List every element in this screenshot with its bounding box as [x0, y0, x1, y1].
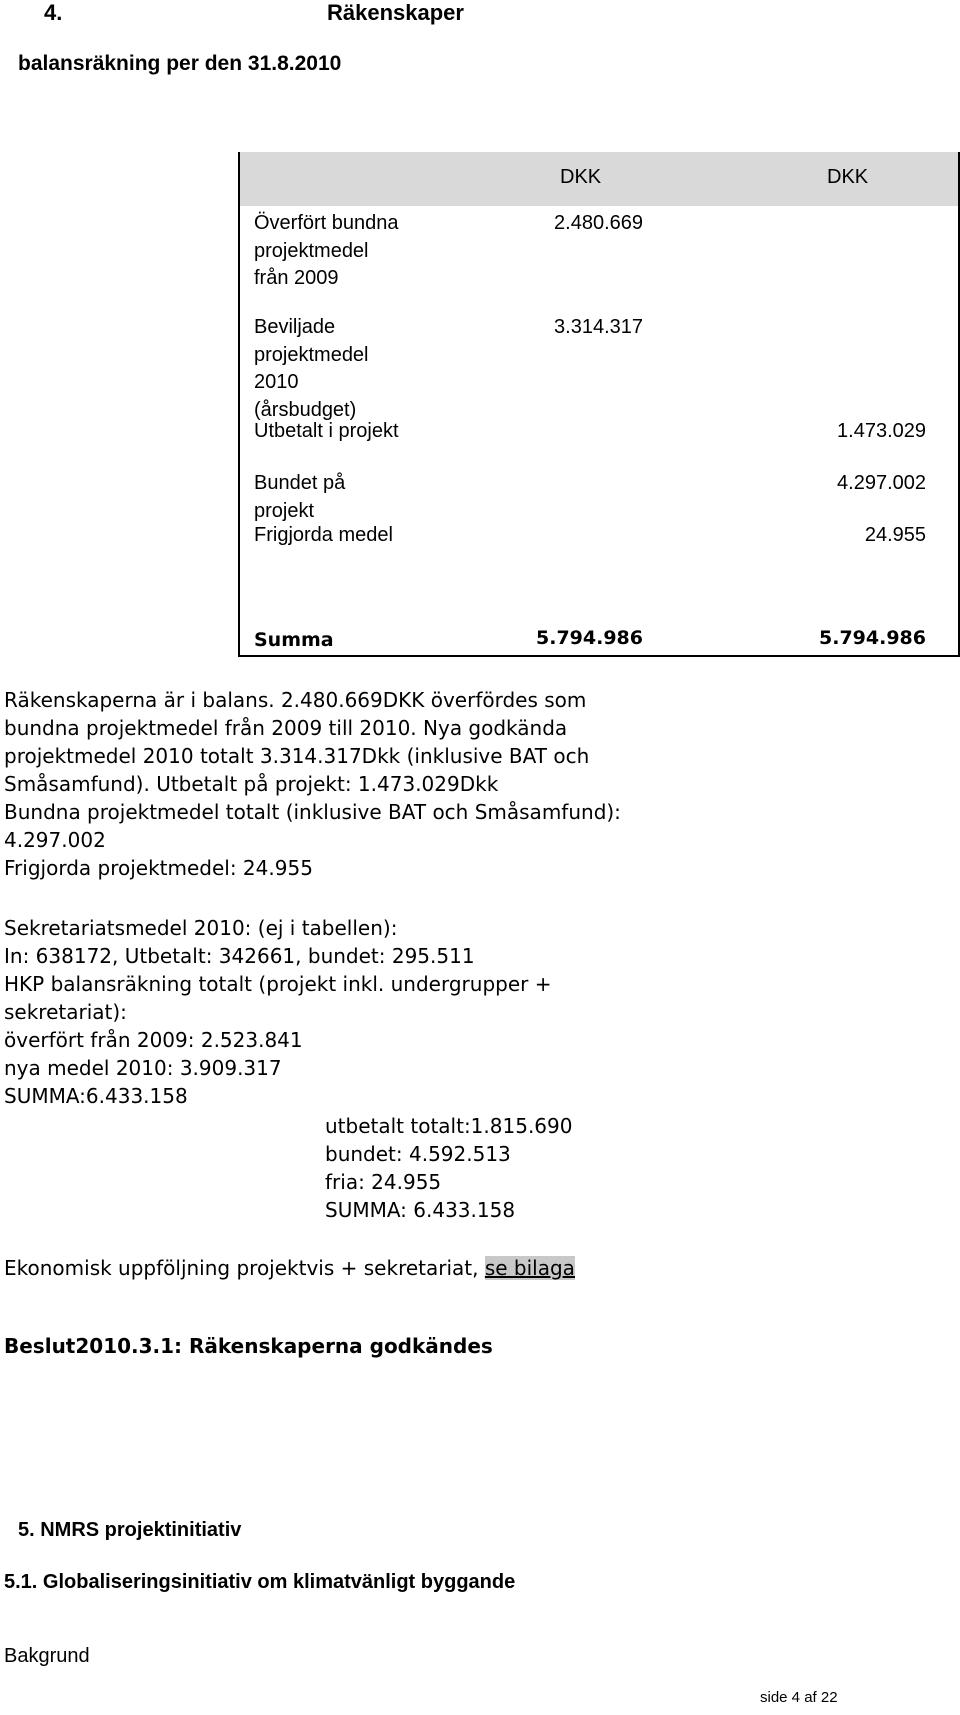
totals-line: bundet: 4.592.513 — [325, 1142, 511, 1166]
balance-subtitle: balansräkning per den 31.8.2010 — [18, 52, 342, 75]
row-value-col2: 24.955 — [864, 524, 926, 546]
paragraph-line: SUMMA:6.433.158 — [4, 1084, 188, 1108]
row-value-col1: 3.314.317 — [554, 316, 643, 338]
summary-value-col1: 5.794.986 — [536, 627, 643, 649]
row-label: Överfört bundna projektmedel från 2009 — [254, 212, 399, 289]
row-label: Bundet på projekt — [254, 472, 346, 522]
paragraph-line: sekretariat): — [4, 1000, 127, 1024]
row-value-col2: 4.297.002 — [837, 472, 926, 494]
table-header-row — [240, 152, 958, 206]
paragraph-line: Sekretariatsmedel 2010: (ej i tabellen): — [4, 916, 398, 940]
page-number: side 4 af 22 — [760, 1689, 838, 1706]
paragraph-line: HKP balansräkning totalt (projekt inkl. undergrupper + — [4, 972, 552, 996]
totals-line: utbetalt totalt:1.815.690 — [325, 1114, 573, 1138]
paragraph-line: nya medel 2010: 3.909.317 — [4, 1056, 282, 1080]
row-label: Frigjorda medel — [254, 524, 393, 546]
section-title: Räkenskaper — [327, 0, 464, 25]
summary-value-col2: 5.794.986 — [819, 627, 926, 649]
row-value-col1: 2.480.669 — [554, 212, 643, 234]
row-value-col2: 1.473.029 — [837, 420, 926, 442]
followup-line — [4, 1255, 575, 1283]
paragraph-line: Bundna projektmedel totalt (inklusive BAT och Småsamfund): — [4, 800, 621, 824]
totals-line: SUMMA: 6.433.158 — [325, 1198, 516, 1222]
attachment-link[interactable]: se bilaga — [484, 1256, 575, 1280]
decision-line: Beslut2010.3.1: Räkenskaperna godkändes — [4, 1334, 493, 1358]
background-heading: Bakgrund — [4, 1645, 90, 1667]
row-label: Beviljade projektmedel 2010 (årsbudget) — [254, 316, 369, 421]
paragraph-line: Småsamfund). Utbetalt på projekt: 1.473.029Dkk — [4, 772, 499, 796]
paragraph-line: bundna projektmedel från 2009 till 2010. Nya godkända — [4, 716, 568, 740]
summary-label: Summa — [254, 629, 334, 651]
section-5-heading: 5. NMRS projektinitiativ — [18, 1519, 242, 1541]
paragraph-line: Frigjorda projektmedel: 24.955 — [4, 856, 313, 880]
paragraph-line: 4.297.002 — [4, 828, 106, 852]
totals-line: fria: 24.955 — [325, 1170, 442, 1194]
balance-table — [238, 152, 960, 657]
paragraph-line: Räkenskaperna är i balans. 2.480.669DKK överfördes som — [4, 688, 587, 712]
paragraph-line: projektmedel 2010 totalt 3.314.317Dkk (inklusive BAT och — [4, 744, 590, 768]
paragraph-line: överfört från 2009: 2.523.841 — [4, 1028, 303, 1052]
followup-text: Ekonomisk uppföljning projektvis + sekretariat, — [4, 1256, 485, 1280]
row-label: Utbetalt i projekt — [254, 420, 399, 442]
table-header-dkk-2: DKK — [827, 166, 869, 188]
section-number: 4. — [44, 0, 63, 25]
section-5-1-heading: 5.1. Globaliseringsinitiativ om klimatvänligt byggande — [4, 1571, 516, 1593]
table-header-dkk-1: DKK — [560, 166, 602, 188]
paragraph-line: In: 638172, Utbetalt: 342661, bundet: 295.511 — [4, 944, 475, 968]
